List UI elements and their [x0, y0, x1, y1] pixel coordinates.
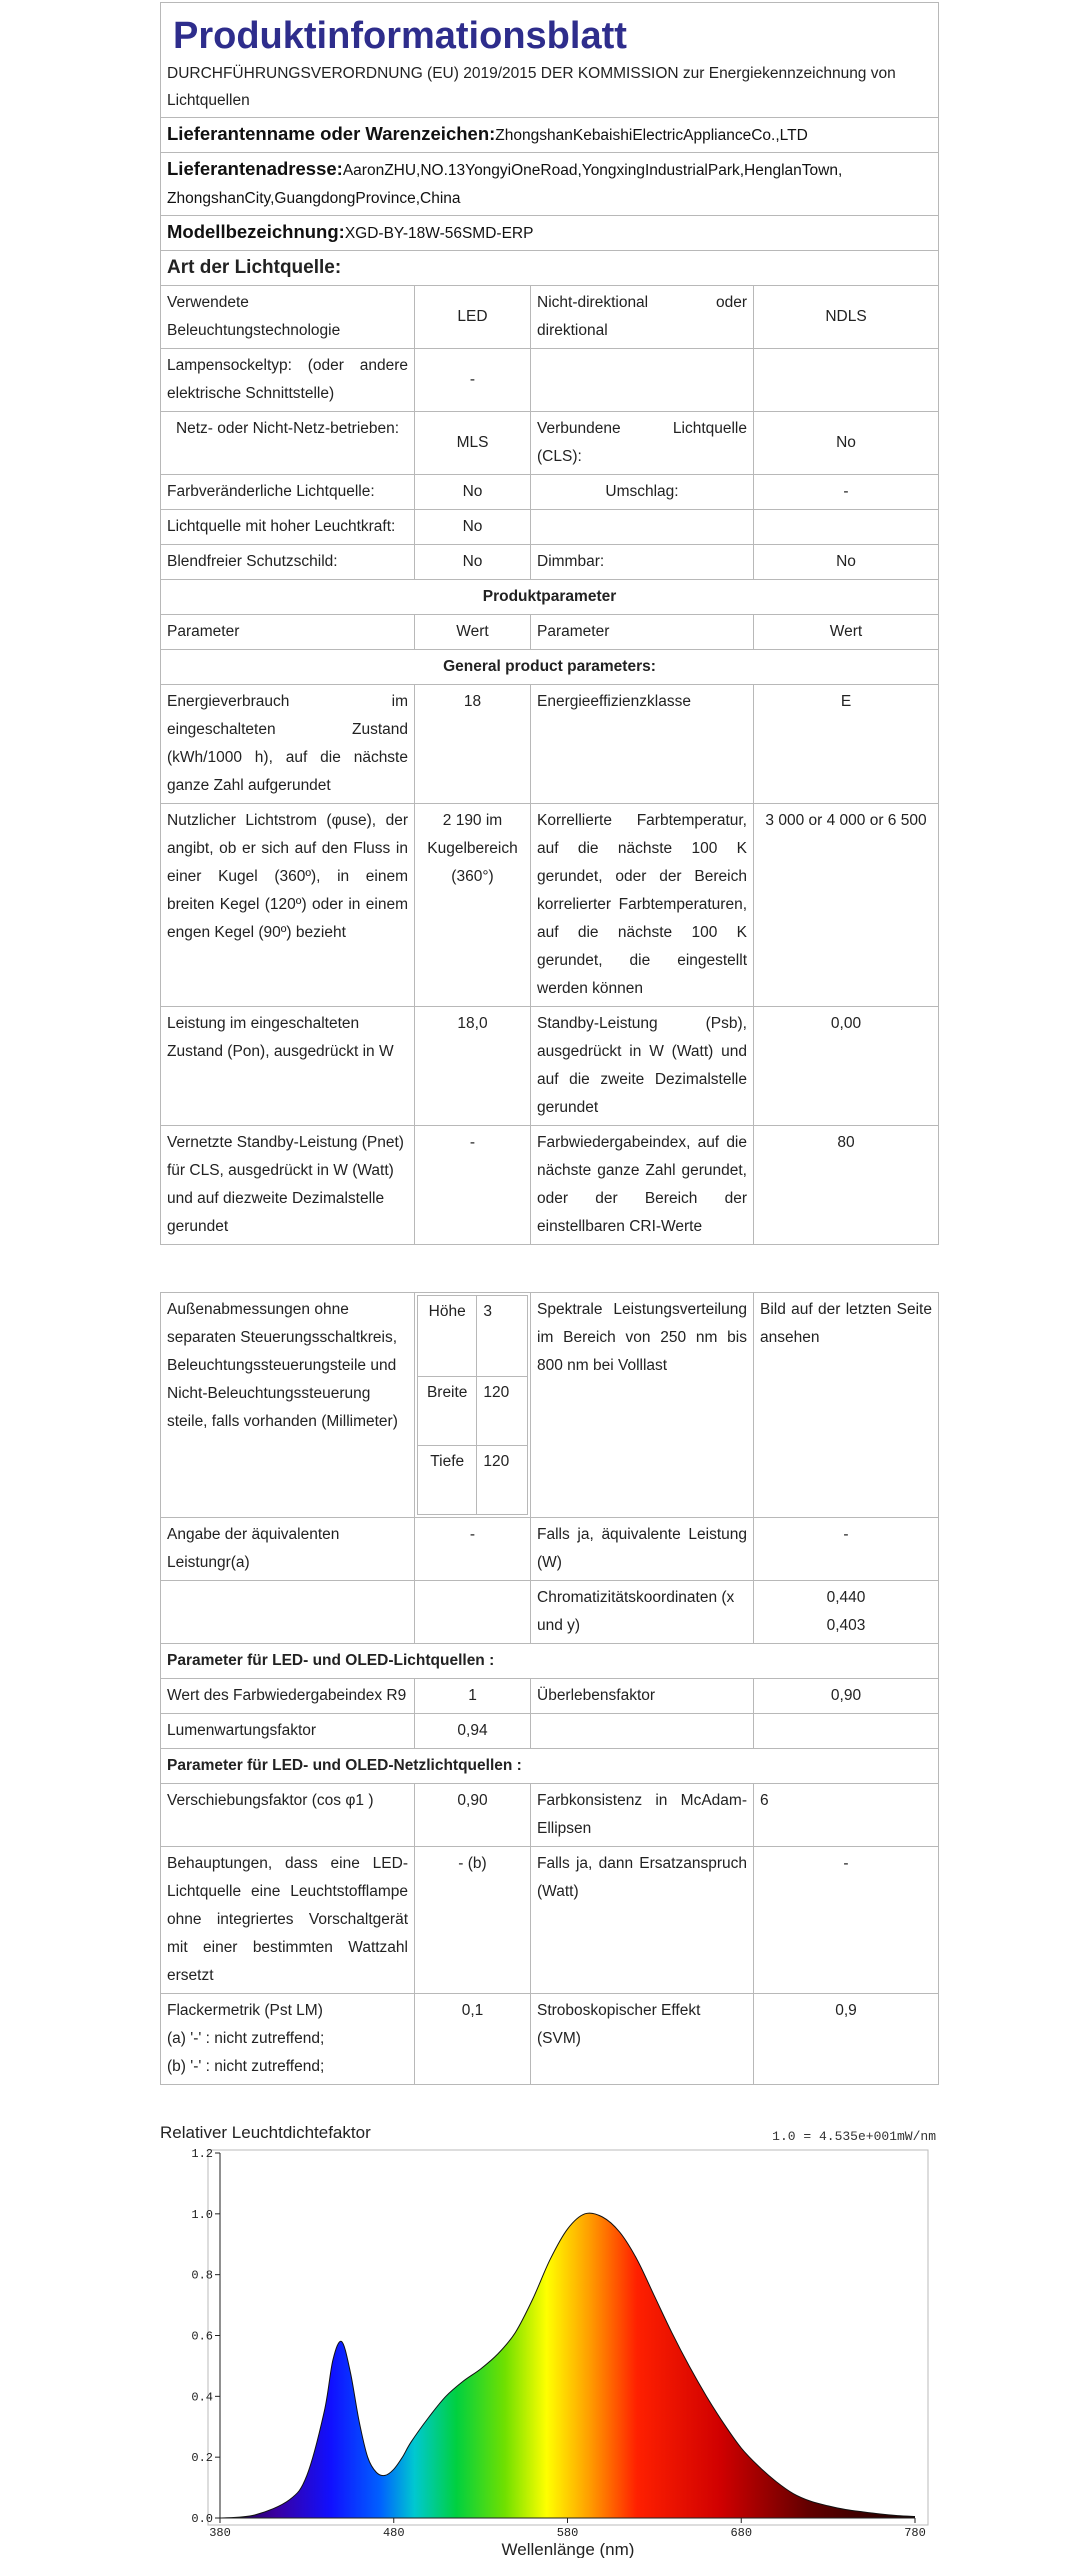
- param-label: Energieverbrauch im eingeschalteten Zustand (kWh/1000 h), auf die nächste ganze Zahl aufgerundet: [161, 685, 415, 804]
- chart-annotation: 1.0 = 4.535e+001mW/nm: [772, 2129, 936, 2144]
- mains-params-heading: Parameter für LED- und OLED-Netzlichtquellen :: [161, 1749, 939, 1784]
- chroma-label: Chromatizitätskoordinaten (x und y): [531, 1581, 754, 1644]
- colour-tunable-label: Farbveränderliche Lichtquelle:: [161, 475, 415, 510]
- y-tick-label: 1.2: [191, 2147, 213, 2161]
- dimensions-label: Außenabmessungen ohne separaten Steuerungsschaltkreis, Beleuchtungssteuerungsteile und Nicht-Beleuchtungssteuerung steile, falls vorhanden (Millimeter): [161, 1293, 415, 1518]
- x-tick-label: 380: [209, 2526, 231, 2540]
- directional-value: NDLS: [754, 286, 939, 349]
- survival-value: 0,90: [754, 1679, 939, 1714]
- param-value: 3 000 or 4 000 or 6 500: [754, 804, 939, 1007]
- width-value: 120: [477, 1377, 528, 1446]
- product-info-sheet-page-1: [160, 2, 938, 1245]
- dimensions-nested-table: [417, 1295, 528, 1515]
- displacement-value: 0,90: [415, 1784, 531, 1847]
- param-label: Standby-Leistung (Psb), ausgedrückt in W (Watt) und auf die zweite Dezimalstelle gerundet: [531, 1007, 754, 1126]
- param-value: 80: [754, 1126, 939, 1245]
- header-cell: [161, 3, 939, 118]
- claims-value: - (b): [415, 1847, 531, 1994]
- equiv-label: Angabe der äquivalenten Leistungr(a): [161, 1518, 415, 1581]
- x-tick-label: 680: [730, 2526, 753, 2540]
- param-label: Nutzlicher Lichtstrom (φuse), der angibt, ob er sich auf den Fluss in einer Kugel (360º), in einem breiten Kegel (120º) oder in einem engen Kegel (90º) bezieht: [161, 804, 415, 1007]
- x-tick-label: 580: [556, 2526, 579, 2540]
- y-tick-label: 1.0: [191, 2207, 213, 2222]
- cls-value: No: [754, 412, 939, 475]
- regulation-subtitle: DURCHFÜHRUNGSVERORDNUNG (EU) 2019/2015 DER KOMMISSION zur Energiekennzeichnung von Lichtquellen: [167, 65, 896, 109]
- mains-label: Netz- oder Nicht-Netz-betrieben:: [161, 412, 415, 475]
- y-tick-label: 0.6: [191, 2329, 213, 2344]
- chroma-x: 0,440: [826, 1589, 866, 1606]
- high-luminance-empty-cell-2: [754, 510, 939, 545]
- equiv-watt-value: -: [754, 1518, 939, 1581]
- model-label: Modellbezeichnung:: [167, 221, 345, 242]
- chroma-empty-cell: [161, 1581, 415, 1644]
- y-tick-label: 0.4: [191, 2390, 213, 2405]
- high-luminance-value: No: [415, 510, 531, 545]
- light-source-type-heading: Art der Lichtquelle:: [161, 251, 939, 286]
- colour-tunable-value: No: [415, 475, 531, 510]
- height-value: 3: [477, 1296, 528, 1377]
- r9-value: 1: [415, 1679, 531, 1714]
- cap-value: -: [415, 349, 531, 412]
- envelope-label: Umschlag:: [531, 475, 754, 510]
- col-header-value: Wert: [415, 615, 531, 650]
- param-value: -: [415, 1126, 531, 1245]
- displacement-label: Verschiebungsfaktor (cos φ1 ): [161, 1784, 415, 1847]
- led-params-heading: Parameter für LED- und OLED-Lichtquellen :: [161, 1644, 939, 1679]
- param-label: Energieeffizienzklasse: [531, 685, 754, 804]
- chroma-empty-cell-2: [415, 1581, 531, 1644]
- equiv-watt-label: Falls ja, äquivalente Leistung (W): [531, 1518, 754, 1581]
- flicker-cell: [161, 1994, 415, 2085]
- param-row: [161, 1126, 939, 1245]
- info-table-page-1: [160, 2, 939, 1245]
- y-tick-label: 0.0: [191, 2512, 213, 2526]
- technology-label: Verwendete Beleuchtungstechnologie: [161, 286, 415, 349]
- product-params-heading: Produktparameter: [161, 580, 939, 615]
- colour-consistency-label: Farbkonsistenz in McAdam-Ellipsen: [531, 1784, 754, 1847]
- address-row: [161, 153, 939, 216]
- col-header-param-2: Parameter: [531, 615, 754, 650]
- address-value: AaronZHU,NO.13YongyiOneRoad,YongxingIndustrialPark,HenglanTown, ZhongshanCity,GuangdongProvince,China: [167, 162, 843, 207]
- equiv-value: -: [415, 1518, 531, 1581]
- lumen-maint-empty-cell-2: [754, 1714, 939, 1749]
- width-label: Breite: [418, 1377, 477, 1446]
- param-value: 18: [415, 685, 531, 804]
- spd-label: Spektrale Leistungsverteilung im Bereich von 250 nm bis 800 nm bei Volllast: [531, 1293, 754, 1518]
- param-value: 18,0: [415, 1007, 531, 1126]
- dimmable-label: Dimmbar:: [531, 545, 754, 580]
- cap-empty-cell-2: [754, 349, 939, 412]
- param-row: [161, 804, 939, 1007]
- depth-label: Tiefe: [418, 1446, 477, 1515]
- param-row: [161, 685, 939, 804]
- param-label: Vernetzte Standby-Leistung (Pnet) für CLS, ausgedrückt in W (Watt) und auf diezweite Dezimalstelle gerundet: [161, 1126, 415, 1245]
- height-label: Höhe: [418, 1296, 477, 1377]
- spectral-distribution-chart: [160, 2118, 938, 2558]
- model-value: XGD-BY-18W-56SMD-ERP: [344, 225, 534, 242]
- spd-value: Bild auf der letzten Seite ansehen: [754, 1293, 939, 1518]
- flicker-label: Flackermetrik (Pst LM): [167, 2002, 323, 2019]
- supplier-value: ZhongshanKebaishiElectricApplianceCo.,LTD: [495, 127, 808, 144]
- param-label: Farbwiedergabeindex, auf die nächste ganze Zahl gerundet, oder der Bereich der einstellbaren CRI-Werte: [531, 1126, 754, 1245]
- page-title: Produktinformationsblatt: [173, 15, 627, 57]
- flicker-value: 0,1: [415, 1994, 531, 2085]
- model-row: [161, 216, 939, 251]
- r9-label: Wert des Farbwiedergabeindex R9: [161, 1679, 415, 1714]
- dimensions-cell: [415, 1293, 531, 1518]
- x-tick-label: 480: [382, 2526, 405, 2540]
- param-value: 2 190 im Kugelbereich (360°): [415, 804, 531, 1007]
- y-tick-label: 0.8: [191, 2268, 213, 2283]
- envelope-value: -: [754, 475, 939, 510]
- footnote-b: (b) '-' : nicht zutreffend;: [167, 2058, 325, 2075]
- glare-value: No: [415, 545, 531, 580]
- depth-value: 120: [477, 1446, 528, 1515]
- lumen-maint-value: 0,94: [415, 1714, 531, 1749]
- svm-label: Stroboskopischer Effekt (SVM): [531, 1994, 754, 2085]
- replacement-claim-value: -: [754, 1847, 939, 1994]
- address-label: Lieferantenadresse:: [167, 158, 343, 179]
- high-luminance-label: Lichtquelle mit hoher Leuchtkraft:: [161, 510, 415, 545]
- glare-label: Blendfreier Schutzschild:: [161, 545, 415, 580]
- chroma-values: [754, 1581, 939, 1644]
- survival-label: Überlebensfaktor: [531, 1679, 754, 1714]
- param-label: Korrellierte Farbtemperatur, auf die nächste 100 K gerundet, oder der Bereich korrelierter Farbtemperaturen, auf die nächste 100 K gerundet, die eingestellt werden können: [531, 804, 754, 1007]
- replacement-claim-label: Falls ja, dann Ersatzanspruch (Watt): [531, 1847, 754, 1994]
- technology-value: LED: [415, 286, 531, 349]
- claims-label: Behauptungen, dass eine LED-Lichtquelle eine Leuchtstofflampe ohne integriertes Vorschaltgerät mit einer bestimmten Wattzahl ersetzt: [161, 1847, 415, 1994]
- cap-empty-cell: [531, 349, 754, 412]
- col-header-value-2: Wert: [754, 615, 939, 650]
- supplier-label: Lieferantenname oder Warenzeichen:: [167, 123, 496, 144]
- supplier-row: [161, 118, 939, 153]
- dimmable-value: No: [754, 545, 939, 580]
- chroma-y: 0,403: [826, 1617, 866, 1634]
- lumen-maint-empty-cell: [531, 1714, 754, 1749]
- y-tick-label: 0.2: [191, 2451, 213, 2466]
- col-header-param: Parameter: [161, 615, 415, 650]
- mains-value: MLS: [415, 412, 531, 475]
- param-value: E: [754, 685, 939, 804]
- product-info-sheet-page-2: [160, 1292, 938, 2085]
- x-axis-label: Wellenlänge (nm): [501, 2540, 635, 2558]
- param-label: Leistung im eingeschalteten Zustand (Pon), ausgedrückt in W: [161, 1007, 415, 1126]
- general-params-heading: General product parameters:: [161, 650, 939, 685]
- cap-label: Lampensockeltyp: (oder andere elektrische Schnittstelle): [161, 349, 415, 412]
- footnote-a: (a) '-' : nicht zutreffend;: [167, 2030, 325, 2047]
- param-row: [161, 1007, 939, 1126]
- directional-label: Nicht-direktional oder direktional: [531, 286, 754, 349]
- cls-label: Verbundene Lichtquelle (CLS):: [531, 412, 754, 475]
- param-value: 0,00: [754, 1007, 939, 1126]
- info-table-page-2: [160, 1292, 939, 2085]
- high-luminance-empty-cell: [531, 510, 754, 545]
- svm-value: 0,9: [754, 1994, 939, 2085]
- colour-consistency-value: 6: [754, 1784, 939, 1847]
- chart-title: Relativer Leuchtdichtefaktor: [160, 2123, 371, 2142]
- x-tick-label: 780: [904, 2526, 926, 2540]
- lumen-maint-label: Lumenwartungsfaktor: [161, 1714, 415, 1749]
